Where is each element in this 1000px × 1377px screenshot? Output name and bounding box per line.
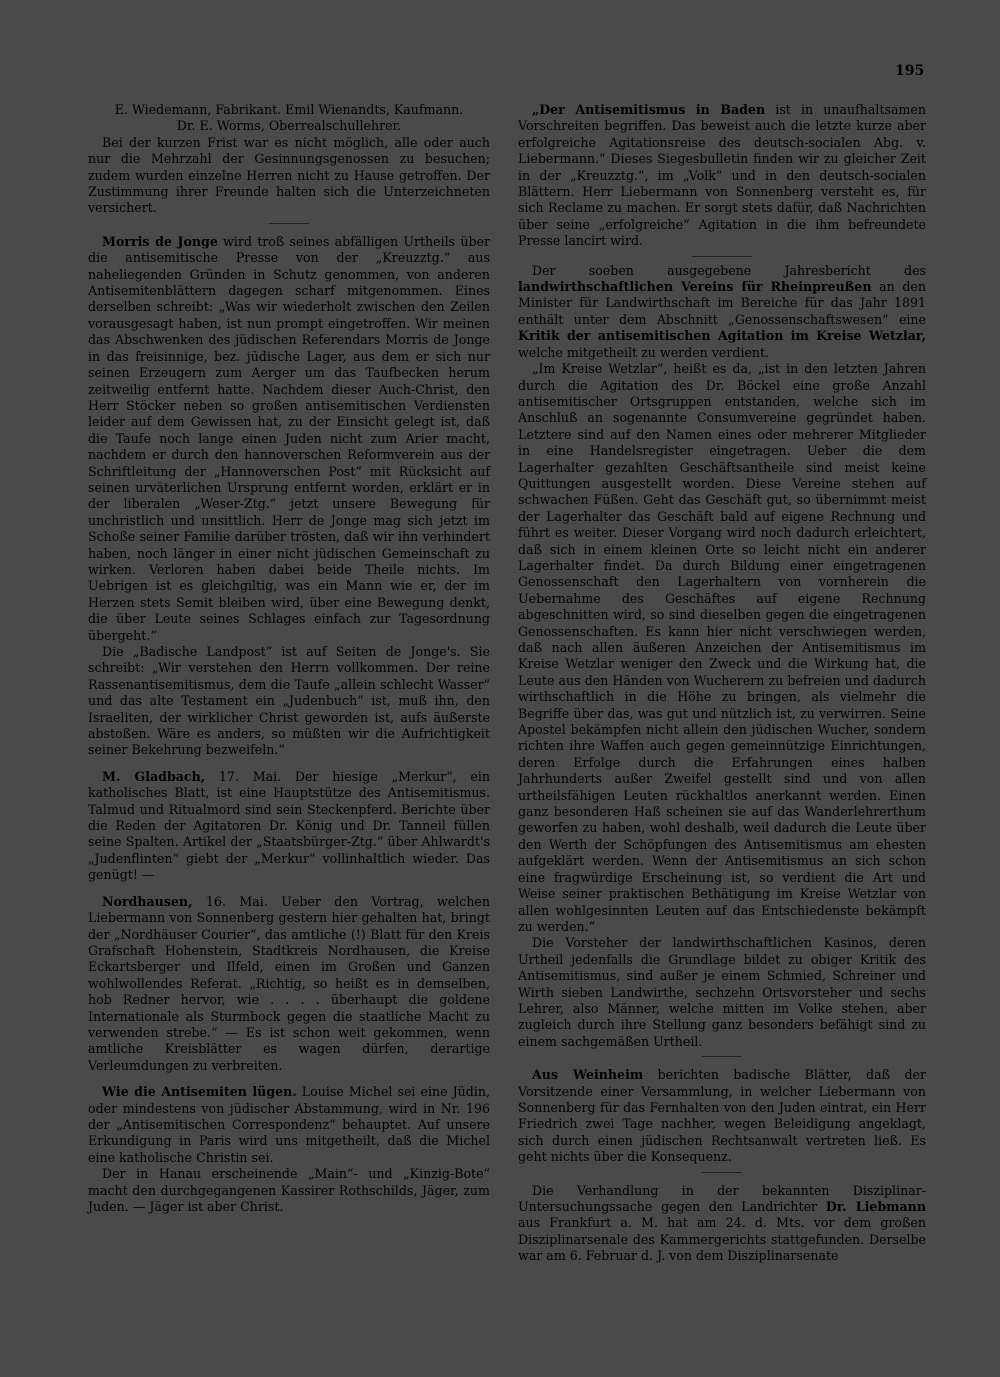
article-text: 17. Mai. Der hiesige „Merkur“, ein katholisches Blatt, ist eine Hauptstütze des Antisemitismus. Talmud und Ritualmord sind sein Steckenpferd. Berichte über die Reden der Agitatoren Dr. König und Dr. Tanneil füllen seine Spalten. Artikel der „Staatsbürger-Ztg.“ über Ahlwardt's „Judenflinten“ giebt der „Merkur“ vollinhaltlich wieder. Das genügt! — bbox=[88, 768, 490, 883]
article-text: aus Frankfurt a. M. hat am 24. d. Mts. vor dem großen Disziplinarsenale des Kammergerichts stattgefunden. Derselbe war am 6. Februar d. J. von dem Disziplinarsenate bbox=[518, 1215, 926, 1264]
article-paragraph: Die „Badische Landpost“ ist auf Seiten de Jonge's. Sie schreibt: „Wir verstehen den Herrn vollkommen. Der reine Rassenantisemitismus, dem die Taufe „allein schlecht Wasser“ und das alte Testament ein „Judenbuch“ ist, muß ihn, den Israeliten, der wirklicher Christ geworden ist, aufs äußerste abstoßen. Wäre es anders, so müßten wir die Aufrichtigkeit seiner Bekehrung bezweifeln.“ bbox=[88, 644, 490, 758]
article-text: welche mitgetheilt zu werden verdient. bbox=[518, 344, 770, 360]
page-number: 195 bbox=[895, 63, 925, 79]
article-subheading: Kritik der antisemitischen Agitation im Kreise Wetzlar, bbox=[518, 328, 926, 344]
article-heading: Wie die Antisemiten lügen. bbox=[102, 1084, 297, 1100]
article-liebmann bbox=[518, 1183, 926, 1265]
article-heading: Dr. Liebmann bbox=[825, 1199, 926, 1214]
article-text: an den Minister für Landwirthschaft im Bereiche für das Jahr 1891 enthält unter dem Abschnitt „Genossenschaftswesen“ eine bbox=[518, 279, 926, 327]
article-heading: Aus Weinheim bbox=[532, 1067, 644, 1083]
article-text: berichten badische Blätter, daß der Vorsitzende einer Versammlung, in welcher Liebermann von Sonnenberg für das Fernhalten von den Juden eintrat, ein Herr Friedrich zwei Tage nachher, wegen Beleidigung angeklagt, sich durch einen jüdischen Rechtsanwalt vertreten ließ. Es geht nichts über die Konsequenz. bbox=[518, 1067, 926, 1165]
article-lead: Der soeben ausgegebene Jahresbericht des bbox=[532, 262, 926, 278]
article-paragraph: Die Vorsteher der landwirthschaftlichen Kasinos, deren Urtheil jedenfalls die Grundlage bildet zu obiger Kritik des Antisemitismus, sind außer je einem Schmied, Schreiner und Wirth sieben Landwirthe, sechzehn Ortsvorsteher und sechs Lehrer, also Männer, welche mitten im Volke stehen, aber zugleich durch ihre Stellung ganz besonders befähigt sind zu einem sachgemäßen Urtheil. bbox=[518, 935, 926, 1049]
article-text: 16. Mai. Ueber den Vortrag, welchen Liebermann von Sonnenberg gestern hier gehalten hat, bringt der „Nordhäuser Courier“, das amtliche (!) Blatt für den Kreis Grafschaft Hohenstein, Stadtkreis Nordhausen, die Kreise Eckartsberger und Ilfeld, einen im Großen und Ganzen wohlwollendes Referat. „Richtig, so heißt es in demselben, hob Redner hervor, wie . . . . überhaupt die goldene Internationale als Sturmbock gegen die staatliche Macht zu verwenden strebe.“ — Es ist schon weit gekommen, wenn amtliche Kreisblätter es wagen dürfen, derartige Verleumdungen zu verbreiten. bbox=[88, 893, 490, 1073]
section-divider bbox=[692, 256, 752, 257]
article-rheinpreussen bbox=[518, 263, 926, 1051]
article-antisemiten-luegen bbox=[88, 1084, 490, 1215]
article-text: ist in unaufhaltsamen Vorschreiten begriffen. Das beweist auch die letzte kurze aber erfolgreiche Agitationsreise des deutsch-socialen Abg. v. Liebermann.“ Dieses Siegesbulletin finden wir zu gleicher Zeit in der „Kreuzztg.“, im „Volk“ und in den deutsch-socialen Blättern. Herr Liebermann von Sonnenberg versteht es, für sich Reclame zu machen. Er sorgt stets dafür, daß Nachrichten über seine „erfolgreiche“ Agitation in die ihm befreundete Presse lancirt wird. bbox=[518, 102, 926, 249]
left-column bbox=[88, 102, 490, 1215]
article-text: wird troß seines abfälligen Urtheils über die antisemitische Presse von der „Kreuzztg.“ aus naheliegenden Gründen in Schutz genommen, von anderen Antisemitenblättern dagegen scharf mitgenommen. Eines derselben schreibt: „Was wir wiederholt zwischen den Zeilen vorausgesagt haben, ist nun prompt eingetroffen. Wir meinen das Abschwenken des jüdischen Referendars Morris de Jonge in das freisinnige, bez. jüdische Lager, aus dem er sich nur seinen Erzeugern zum Aerger um das Taufbecken herum zeitweilig entfernt hatte. Nachdem dieser Auch-Christ, den Herr Stöcker neben so großen antisemitischen Verdiensten leider auf dem Gewissen hat, zu der Einsicht gelegt ist, daß die Taufe noch lange einen Juden nicht zum Arier macht, nachdem er durch den hannoverschen Reformverein aus der Schriftleitung der „Hannoverschen Post“ mit Rücksicht auf seinen urväterlichen Ursprung entfernt worden, erklärt er in der liberalen „Weser-Ztg.“ jetzt unsere Bewegung für unchristlich und unsittlich. Herr de Jonge mag sich jetzt im Schoße seiner Familie darüber trösten, daß wir ihn verhindert haben, noch länger in einer nicht jüdischen Gemeinschaft zu wirken. Verloren haben dabei beide Theile nichts. Im Uebrigen ist es gleichgiltig, was ein Mann wie er, der im Herzen stets Semit bleiben wird, über eine Bewegung denkt, die über Leute seines Schlages einfach zur Tagesordnung übergeht.“ bbox=[88, 233, 490, 643]
section-divider bbox=[702, 1056, 742, 1057]
signature-line-1: E. Wiedemann, Fabrikant. Emil Wienandts, Kaufmann. bbox=[114, 102, 464, 117]
article-nordhausen bbox=[88, 894, 490, 1074]
section-divider bbox=[269, 223, 309, 224]
article-heading: Nordhausen, bbox=[102, 893, 193, 909]
article-antisemitismus-baden bbox=[518, 102, 926, 250]
article-morris-de-jonge bbox=[88, 234, 490, 759]
article-lead: Die Verhandlung in der bekannten Disziplinar-Untersuchungssache gegen den Landrichter bbox=[518, 1182, 926, 1214]
article-heading: Morris de Jonge bbox=[102, 233, 218, 249]
article-heading: M. Gladbach, bbox=[102, 768, 206, 784]
right-column bbox=[518, 102, 926, 1265]
article-text: Louise Michel sei eine Jüdin, oder mindestens von jüdischer Abstammung, wird in Nr. 196 der „Antisemitischen Correspondenz“ behauptet. Auf unsere Erkundigung in Paris wird uns mitgetheilt, daß die Michel eine katholische Christin sei. bbox=[88, 1084, 490, 1165]
article-paragraph: Der in Hanau erscheinende „Main“- und „Kinzig-Bote“ macht den durchgegangenen Kassirer Rothschilds, Jäger, zum Juden. — Jäger ist aber Christ. bbox=[88, 1166, 490, 1214]
signature-line-2: Dr. E. Worms, Oberrealschullehrer. bbox=[176, 118, 402, 134]
article-heading: landwirthschaftlichen Vereins für Rheinpreußen bbox=[518, 279, 872, 295]
article-m-gladbach bbox=[88, 769, 490, 884]
section-divider bbox=[702, 1172, 742, 1173]
article-heading: „Der Antisemitismus in Baden bbox=[532, 102, 766, 117]
article-paragraph: „Im Kreise Wetzlar“, heißt es da, „ist in den letzten Jahren durch die Agitation des Dr. Böckel eine große Anzahl antisemitischer Ortsgruppen entstanden, welche sich im Anschluß an sogenannte Consumvereine gegründet haben. Letztere sind auf den Namen eines oder mehrerer Mitglieder in eine Handelsregister eingetragen. Ueber die dem Lagerhalter gezahlten Geschäftsantheile sind meist keine Quittungen ausgestellt worden. Diese Vereine stehen auf schwachen Füßen. Geht das Geschäft gut, so übernimmt meist der Lagerhalter das Geschäft bald auf eigene Rechnung und führt es weiter. Dieser Vorgang wird noch dadurch erleichtert, daß sich in einem kleinen Orte so leicht nicht ein anderer Lagerhalter findet. Da durch Bildung einer eingetragenen Genossenschaft den Lagerhaltern von vornherein die Uebernahme des Geschäftes auf eigene Rechnung abgeschnitten wird, so sind dieselben gegen die eingetragenen Genossenschaften. Es kann hier nicht verschwiegen werden, daß nach allen äußeren Anzeichen der Antisemitismus im Kreise Wetzlar weniger den Zweck und die Wirkung hat, die Leute aus den Händen von Wucherern zu befreien und dadurch wirthschaftlich in die Höhe zu bringen, als vielmehr die Begriffe über das, was gut und nützlich ist, zu verwirren. Seine Apostel bekämpfen nicht allein den jüdischen Wucher, sondern richten ihre Waffen auch gegen gemeinnützige Einrichtungen, deren Erfolge durch die Erfahrungen eines halben Jahrhunderts außer Zweifel gestellt sind und von allen urtheilsfähigen Leuten rückhaltlos anerkannt werden. Einen ganz besonderen Haß scheinen sie auf das Wanderlehrerthum geworfen zu haben, wohl deshalb, weil dadurch die Leute über den Werth der Schöpfungen des Antisemitismus am ehesten aufgeklärt werden. Wenn der Antisemitismus an sich schon eine fragwürdige Erscheinung ist, so verdient die Art und Weise seiner praktischen Bethätigung im Kreise Wetzlar von allen wohlgesinnten Leuten auf das Entschiedenste bekämpft zu werden.“ bbox=[518, 361, 926, 934]
intro-paragraph: Bei der kurzen Frist war es nicht möglich, alle oder auch nur die Mehrzahl der Gesinnungsgenossen zu besuchen; zudem wurden einzelne Herren nicht zu Hause getroffen. Der Zustimmung ihrer Freunde halten sich die Unterzeichneten versichert. bbox=[88, 134, 490, 216]
article-weinheim bbox=[518, 1067, 926, 1165]
